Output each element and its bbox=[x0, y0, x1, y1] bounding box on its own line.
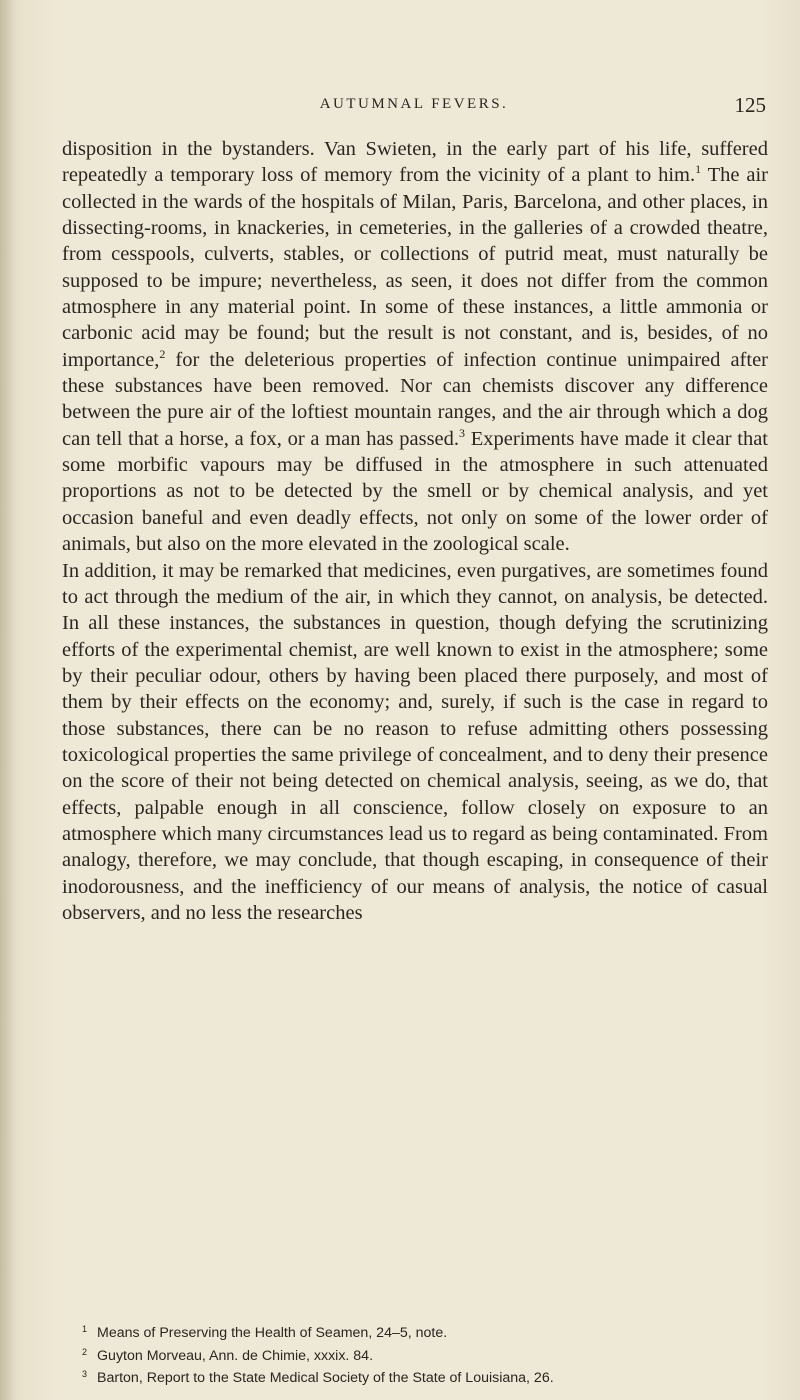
body-text bbox=[62, 136, 768, 926]
running-title: AUTUMNAL FEVERS. bbox=[319, 96, 509, 112]
footnote-text: Barton, Report to the State Medical Society of the State of Louisiana, 26. bbox=[97, 1370, 554, 1386]
footnote-2 bbox=[82, 1343, 772, 1366]
page-binding-shadow bbox=[0, 0, 14, 1400]
footnote-mark: 1 bbox=[82, 1324, 88, 1334]
paragraph-1-part-b: The air collected in the wards of the hospitals of Milan, Paris, Barcelona, and other places, in dissecting-rooms, in knackeries, in cemeteries, in the galleries of a crowded theatre, from cesspools, culverts, stables, or collections of putrid meat, must naturally be supposed to be impure; nevertheless, as seen, it does not differ from the common atmosphere in any material point. In some of these instances, a little ammonia or carbonic acid may be found; but the result is not constant, and is, besides, of no importance, bbox=[62, 164, 768, 371]
paragraph-1-part-c: for the deleterious properties of infection continue unimpaired after these substances have been removed. Nor can chemists discover any difference between the pure air of the loftiest mountain ranges, and the air through which a dog can tell that a horse, a fox, or a man has passed. bbox=[62, 348, 768, 450]
footnote-ref-3: 3 bbox=[459, 425, 466, 440]
paragraph-2: In addition, it may be remarked that medicines, even purgatives, are sometimes found to act through the medium of the air, in which they cannot, on analysis, be detected. In all these instances, the substances in question, though defying the scrutinizing efforts of the experimental chemist, are well known to exist in the atmosphere; some by their peculiar odour, others by having been placed there purposely, and most of them by their effects on the economy; and, surely, if such is the case in regard to those substances, there can be no reason to refuse admitting others possessing toxicological properties the same privilege of concealment, and to deny their presence on the score of their not being detected on chemical analysis, seeing, as we do, that effects, palpable enough in all conscience, follow closely on exposure to an atmosphere which many circumstances lead us to regard as being contaminated. From analogy, therefore, we may conclude, that though escaping, in consequence of their inodorousness, and the inefficiency of our means of analysis, the notice of casual observers, and no less the researches bbox=[62, 559, 768, 924]
footnote-mark: 2 bbox=[82, 1346, 88, 1357]
footnote-text: Guyton Morveau, Ann. de Chimie, xxxix. 84. bbox=[97, 1347, 374, 1364]
paragraph-1-part-a: disposition in the bystanders. Van Swieten, in the early part of his life, suffered repeatedly a temporary loss of memory from the vicinity of a plant to him. bbox=[62, 138, 768, 187]
page-number: 125 bbox=[734, 93, 766, 117]
paragraph-1 bbox=[62, 136, 768, 558]
footnote-ref-1: 1 bbox=[695, 162, 702, 177]
footnote-ref-2: 2 bbox=[159, 346, 166, 361]
footnote-mark: 3 bbox=[82, 1369, 88, 1379]
footnote-text: Means of Preserving the Health of Seamen, 24–5, note. bbox=[97, 1325, 448, 1341]
footnote-1 bbox=[82, 1320, 772, 1343]
footnotes bbox=[82, 1320, 772, 1388]
paragraph-1-part-d: Experiments have made it clear that some morbific vapours may be diffused in the atmosphere in such attenuated proportions as not to be detected by the smell or by chemical analysis, and yet occasion baneful and even deadly effects, not only on some of the lower order of animals, but also on the more elevated in the zoological scale. bbox=[62, 427, 768, 556]
footnote-3 bbox=[82, 1365, 772, 1388]
page-header bbox=[62, 93, 766, 120]
